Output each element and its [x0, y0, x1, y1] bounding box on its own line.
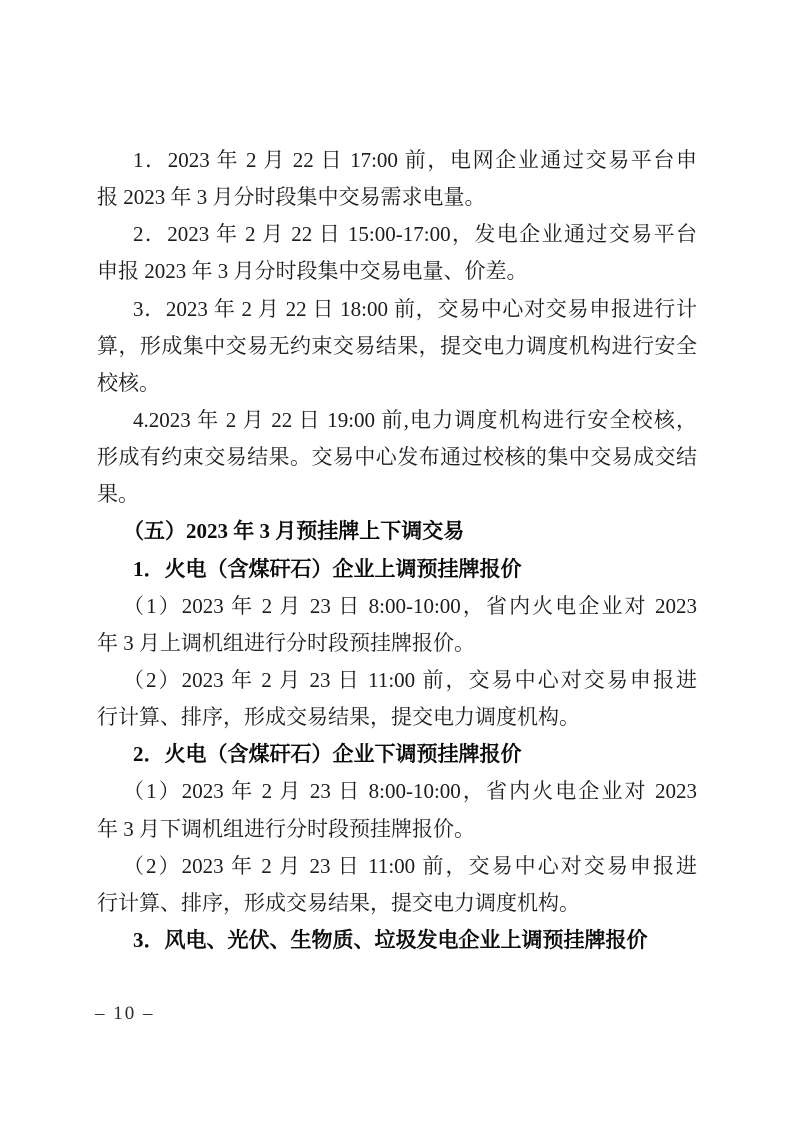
text-line: 校核。: [97, 370, 160, 395]
heading-line: 1．火电（含煤矸石）企业上调预挂牌报价: [133, 556, 522, 581]
text-line: （1）2023 年 2 月 23 日 8:00-10:00，省内火电企业对 2023: [123, 593, 697, 618]
text-line: 算，形成集中交易无约束交易结果，提交电力调度机构进行安全: [97, 333, 697, 358]
heading-line: （五）2023 年 3 月预挂牌上下调交易: [123, 519, 465, 544]
document-body: [97, 142, 697, 959]
text-line: 1．2023 年 2 月 22 日 17:00 前，电网企业通过交易平台申: [133, 148, 697, 172]
text-line: 形成有约束交易结果。交易中心发布通过校核的集中交易成交结: [97, 445, 697, 470]
text-line: （2）2023 年 2 月 23 日 11:00 前，交易中心对交易申报进: [123, 667, 697, 692]
text-line: 年 3 月上调机组进行分时段预挂牌报价。: [97, 630, 475, 655]
text-line: 行计算、排序，形成交易结果，提交电力调度机构。: [97, 705, 580, 730]
heading-line: 3．风电、光伏、生物质、垃圾发电企业上调预挂牌报价: [133, 927, 648, 952]
text-line: 报 2023 年 3 月分时段集中交易需求电量。: [97, 185, 486, 210]
text-line: 2．2023 年 2 月 22 日 15:00-17:00，发电企业通过交易平台: [133, 222, 697, 247]
text-line: （2）2023 年 2 月 23 日 11:00 前，交易中心对交易申报进: [123, 853, 697, 878]
page-number: – 10 –: [95, 1003, 155, 1024]
text-line: （1）2023 年 2 月 23 日 8:00-10:00，省内火电企业对 2023: [123, 779, 697, 804]
text-line: 行计算、排序，形成交易结果，提交电力调度机构。: [97, 890, 580, 915]
text-line: 4.2023 年 2 月 22 日 19:00 前,电力调度机构进行安全校核，: [133, 407, 697, 432]
text-line: 申报 2023 年 3 月分时段集中交易电量、价差。: [97, 259, 528, 284]
text-line: 3．2023 年 2 月 22 日 18:00 前，交易中心对交易申报进行计: [133, 296, 697, 321]
text-line: 果。: [97, 482, 139, 507]
text-line: 年 3 月下调机组进行分时段预挂牌报价。: [97, 816, 475, 841]
heading-line: 2．火电（含煤矸石）企业下调预挂牌报价: [133, 742, 522, 767]
